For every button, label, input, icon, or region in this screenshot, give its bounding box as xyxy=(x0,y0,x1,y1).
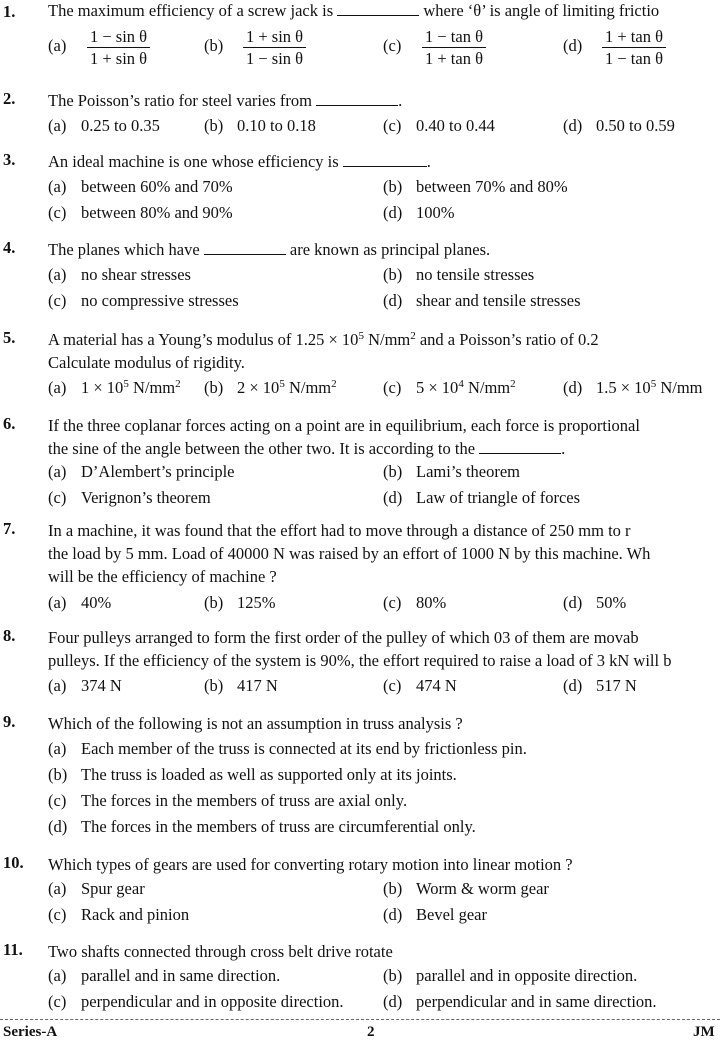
question-number: 9. xyxy=(3,712,16,731)
option-c: (c) 474 N xyxy=(383,676,457,695)
question-stem: Which of the following is not an assumption in truss analysis ? xyxy=(48,714,463,733)
fraction: $\frac{\text{1 − sin θ}}{\text{1 + sin θ}}$ xyxy=(87,26,150,69)
option-b: (b) Lami’s theorem xyxy=(383,462,521,481)
option-d: (d) 100% xyxy=(383,203,455,222)
footer-code: JM xyxy=(693,1024,715,1040)
option-c: (c) $\frac{\text{1 − tan θ}}{\text{1 + tan θ}}$ xyxy=(383,26,486,69)
option-a: (a) no shear stresses xyxy=(48,265,191,284)
option-a: (a) between 60% and 70% xyxy=(48,177,233,196)
answer-blank xyxy=(337,1,419,16)
option-b: (b) between 70% and 80% xyxy=(383,177,568,196)
option-c: (c) Verignon’s theorem xyxy=(48,488,211,507)
question-stem: In a machine, it was found that the effort had to move through a distance of 250 mm to r the load by 5 mm. Load of 40000 N was raised by an effort of 1000 N by this machine. Wh will be the efficiency of machine ? xyxy=(48,521,651,586)
question-stem: The planes which have are known as principal planes. xyxy=(48,240,491,259)
question-number: 8. xyxy=(3,626,16,645)
option-d: (d) $\frac{\text{1 + tan θ}}{\text{1 − tan θ}}$ xyxy=(563,26,666,69)
question-number: 4. xyxy=(3,238,16,257)
question-number: 6. xyxy=(3,414,16,433)
option-d: (d) perpendicular and in same direction. xyxy=(383,992,657,1011)
option-b: (b) 417 N xyxy=(204,676,278,695)
option-c: (c) between 80% and 90% xyxy=(48,203,233,222)
question-stem: The Poisson’s ratio for steel varies from . xyxy=(48,91,403,110)
option-a: (a) 374 N xyxy=(48,676,122,695)
question-stem: Which types of gears are used for converting rotary motion into linear motion ? xyxy=(48,855,573,874)
question-stem: The maximum efficiency of a screw jack is where ‘θ’ is angle of limiting frictio xyxy=(48,1,660,20)
question-number: 3. xyxy=(3,150,16,169)
option-c: (c) no compressive stresses xyxy=(48,291,239,310)
question-stem: A material has a Young’s modulus of $1.25 \times 10^5$ $N/mm^2$ and a Poisson’s ratio of 0.2 Calculate modulus of rigidity. xyxy=(48,330,599,372)
option-a: (a) D’Alembert’s principle xyxy=(48,462,235,481)
option-d: (d) 50% xyxy=(563,593,627,612)
footer-series: Series-A xyxy=(3,1024,58,1040)
option-a: (a) $1 \times 10^5$ $N/mm^2$ xyxy=(48,378,181,397)
option-b: (b) $2 \times 10^5$ $N/mm^2$ xyxy=(204,378,337,397)
question-stem: If the three coplanar forces acting on a point are in equilibrium, each force is proportional the sine of the angle between the other two. It is according to the . xyxy=(48,416,640,458)
option-d: (d) shear and tensile stresses xyxy=(383,291,581,310)
option-d: (d) Bevel gear xyxy=(383,905,488,924)
option-b: (b) 0.10 to 0.18 xyxy=(204,116,316,135)
option-a: (a) parallel and in same direction. xyxy=(48,966,281,985)
option-d: (d) $1.5 \times 10^5$ N/mm xyxy=(563,378,703,397)
page-number: 2 xyxy=(367,1024,375,1040)
option-a: (a) Each member of the truss is connected at its end by frictionless pin. xyxy=(48,739,527,758)
answer-blank xyxy=(316,91,398,106)
question-number: 11. xyxy=(3,940,23,959)
option-b: (b) Worm & worm gear xyxy=(383,879,549,898)
answer-blank xyxy=(204,240,286,255)
option-b: (b) $\frac{\text{1 + sin θ}}{\text{1 − sin θ}}$ xyxy=(204,26,306,69)
option-d: (d) The forces in the members of truss are circumferential only. xyxy=(48,817,476,836)
question-number: 7. xyxy=(3,519,16,538)
option-a: (a) 40% xyxy=(48,593,112,612)
question-stem: Four pulleys arranged to form the first order of the pulley of which 03 of them are movab pulleys. If the efficiency of the system is 90%, the effort required to raise a load of 3 kN will b xyxy=(48,628,672,670)
answer-blank xyxy=(479,439,561,454)
option-a: (a) 0.25 to 0.35 xyxy=(48,116,160,135)
question-number: 10. xyxy=(3,853,24,872)
footer-divider xyxy=(0,1019,720,1020)
option-b: (b) The truss is loaded as well as supported only at its joints. xyxy=(48,765,457,784)
option-b: (b) 125% xyxy=(204,593,276,612)
answer-blank xyxy=(343,152,427,167)
option-d: (d) 517 N xyxy=(563,676,637,695)
option-d: (d) Law of triangle of forces xyxy=(383,488,581,507)
option-a: (a) Spur gear xyxy=(48,879,145,898)
question-stem: An ideal machine is one whose efficiency is . xyxy=(48,152,431,171)
question-number: 5. xyxy=(3,328,16,347)
fraction: $\frac{\text{1 + tan θ}}{\text{1 − tan θ}}$ xyxy=(602,26,666,69)
option-c: (c) 80% xyxy=(383,593,447,612)
question-number: 2. xyxy=(3,89,16,108)
option-c: (c) 0.40 to 0.44 xyxy=(383,116,495,135)
option-a: (a) $\frac{\text{1 − sin θ}}{\text{1 + sin θ}}$ xyxy=(48,26,150,69)
question-stem: Two shafts connected through cross belt drive rotate xyxy=(48,942,393,961)
option-d: (d) 0.50 to 0.59 xyxy=(563,116,675,135)
option-c: (c) The forces in the members of truss are axial only. xyxy=(48,791,408,810)
option-b: (b) no tensile stresses xyxy=(383,265,535,284)
option-c: (c) $5 \times 10^4$ $N/mm^2$ xyxy=(383,378,516,397)
fraction: $\frac{\text{1 + sin θ}}{\text{1 − sin θ}}$ xyxy=(243,26,306,69)
fraction: $\frac{\text{1 − tan θ}}{\text{1 + tan θ}}$ xyxy=(422,26,486,69)
option-c: (c) perpendicular and in opposite direction. xyxy=(48,992,344,1011)
option-b: (b) parallel and in opposite direction. xyxy=(383,966,638,985)
question-number: 1. xyxy=(3,2,16,21)
option-c: (c) Rack and pinion xyxy=(48,905,190,924)
